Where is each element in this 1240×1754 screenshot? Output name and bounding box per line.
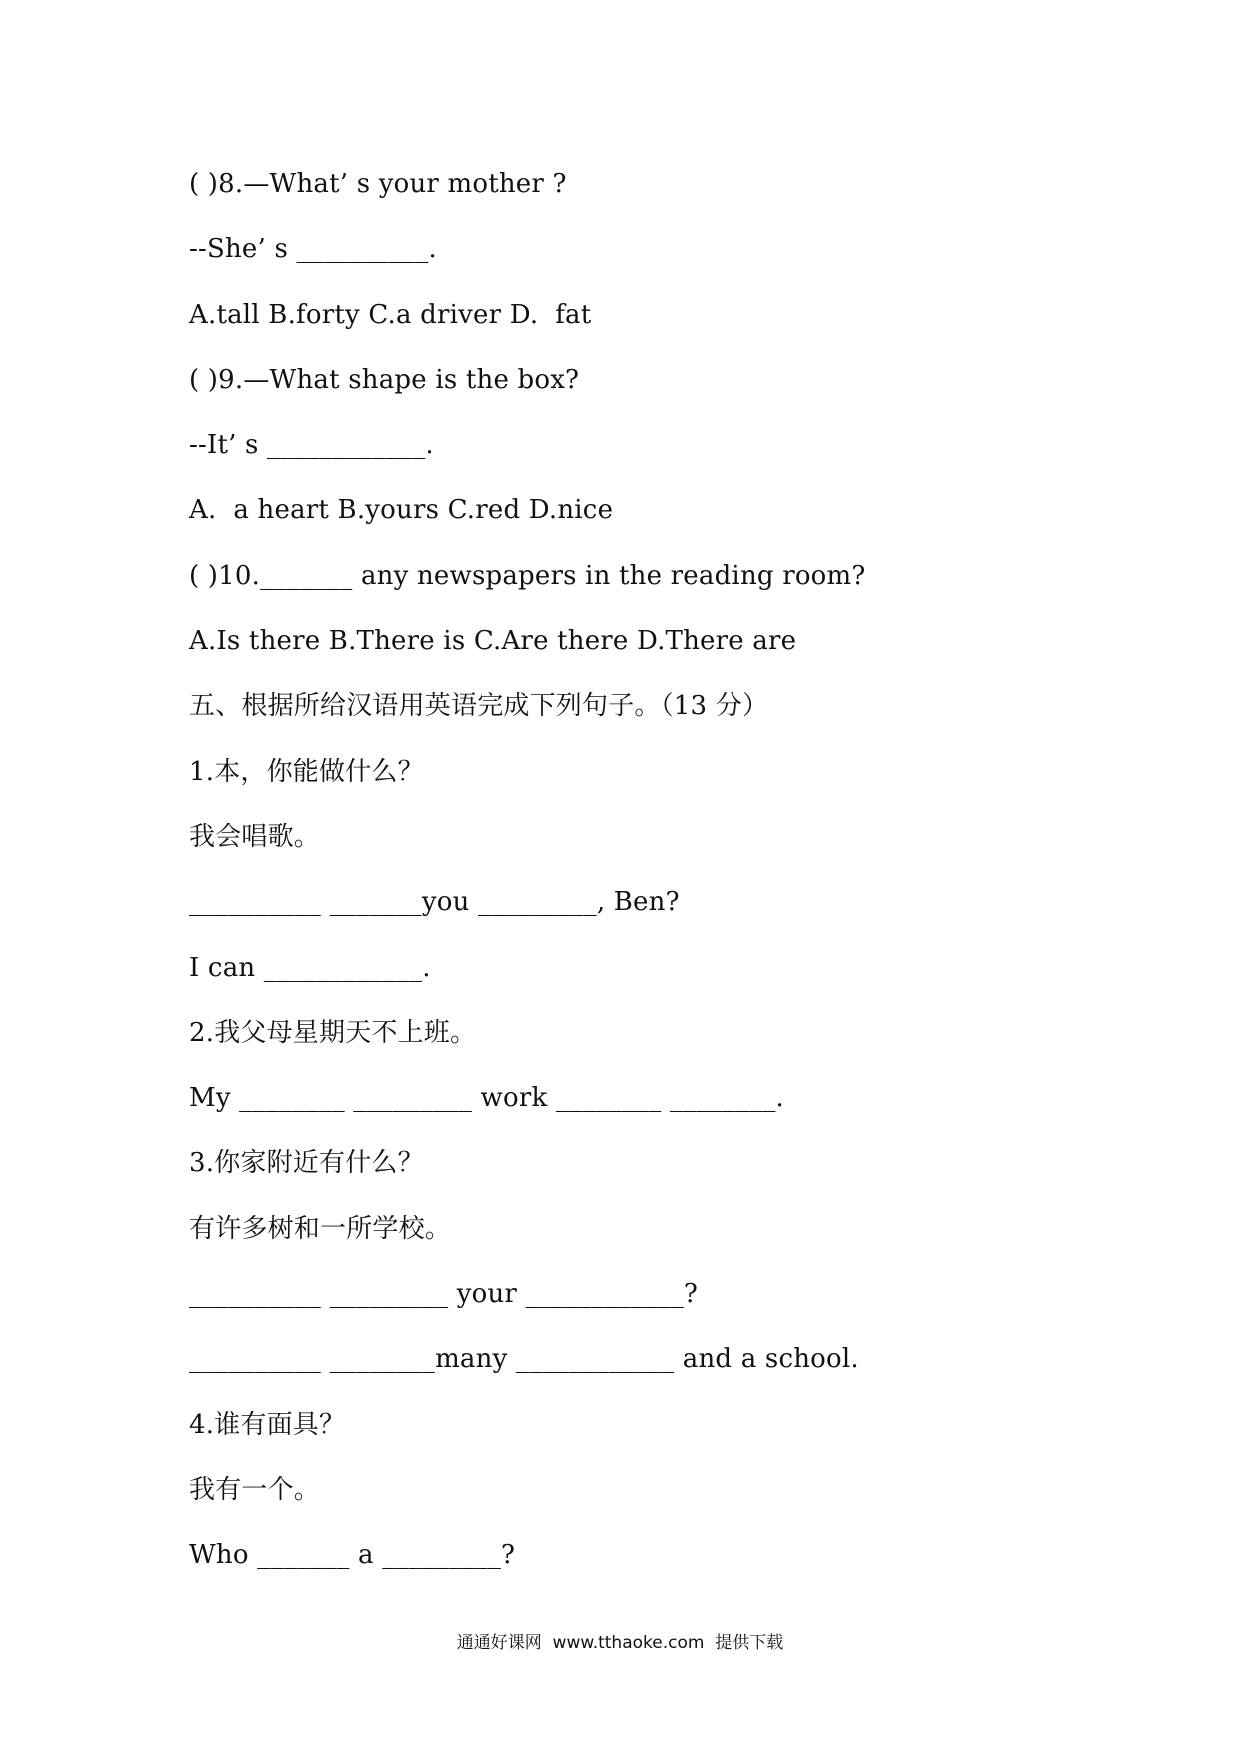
- item-2-prompt: 2.我父母星期天不上班。: [189, 1017, 477, 1048]
- item-4-prompt: 4.谁有面具？: [189, 1409, 346, 1440]
- item-3-blank-question: __________ _________ your ____________?: [189, 1279, 699, 1310]
- item-1-response: 我会唱歌。: [189, 821, 321, 852]
- question-8-options: A.tall B.forty C.a driver D. fat: [189, 299, 592, 330]
- question-8: ( )8.—What’ s your mother ?: [189, 169, 567, 199]
- item-4-response: 我有一个。: [189, 1474, 321, 1505]
- question-10: ( )10._______ any newspapers in the reading room?: [189, 560, 866, 591]
- question-9-options: A. a heart B.yours C.red D.nice: [189, 495, 614, 526]
- item-3-response: 有许多树和一所学校。: [189, 1213, 452, 1244]
- item-2-blank: My ________ _________ work ________ ________.: [189, 1083, 784, 1114]
- page-footer: 通通好课网 www.tthaoke.com 提供下载: [456, 1633, 784, 1653]
- question-9-answer-line: --It’ s ____________.: [189, 430, 434, 461]
- item-1-blank-question: __________ _______you _________, Ben?: [189, 887, 680, 918]
- item-3-prompt: 3.你家附近有什么？: [189, 1148, 424, 1179]
- question-10-options: A.Is there B.There is C.Are there D.There are: [189, 626, 797, 657]
- item-4-blank-question: Who _______ a _________?: [189, 1540, 516, 1571]
- item-1-blank-answer: I can ____________.: [189, 952, 431, 983]
- question-9: ( )9.—What shape is the box?: [189, 364, 580, 395]
- item-3-blank-answer: __________ ________many ____________ and a school.: [189, 1344, 859, 1375]
- item-1-prompt: 1.本，你能做什么？: [189, 756, 424, 787]
- page-content: [189, 160, 1189, 1597]
- question-8-answer-line: --She’ s __________.: [189, 234, 437, 265]
- section-5-heading: 五、根据所给汉语用英语完成下列句子。（13 分）: [189, 691, 769, 722]
